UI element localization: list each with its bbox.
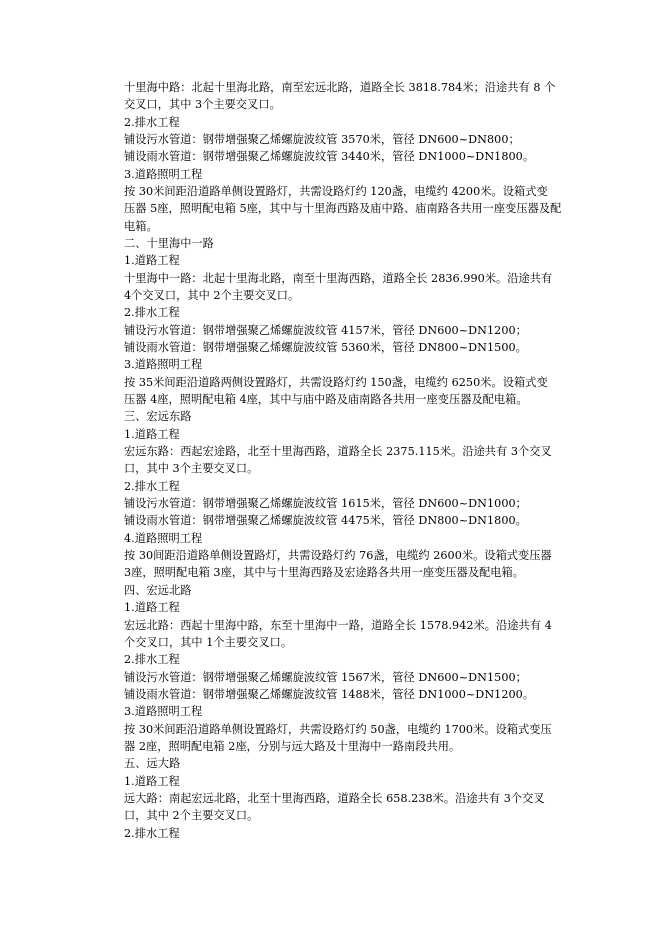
text-line: 口，其中 2个主要交叉口。 <box>124 809 259 822</box>
text-line: 按 35米间距沿道路两侧设置路灯，共需设路灯约 150盏，电缆约 6250米。设箱式变 <box>124 376 548 389</box>
text-line: 个交叉口，其中 1个主要交叉口。 <box>124 636 293 649</box>
text-line: 1.道路工程 <box>124 601 180 614</box>
text-line: 铺设污水管道：钢带增强聚乙烯螺旋波纹管 1615米，管径 DN600~DN1000； <box>124 497 527 510</box>
section-heading: 四、宏远北路 <box>124 584 192 597</box>
text-line: 口，其中 3个主要交叉口。 <box>124 462 259 475</box>
text-line: 4.道路照明工程 <box>124 532 203 545</box>
text-line: 2.排水工程 <box>124 480 180 493</box>
text-line: 电箱。 <box>124 220 158 233</box>
text-line: 器 2座，照明配电箱 2座，分别与远大路及十里海中一路南段共用。 <box>124 740 461 753</box>
section-heading: 二、十里海中一路 <box>124 237 214 250</box>
text-line: 1.道路工程 <box>124 428 180 441</box>
text-line: 铺设污水管道：钢带增强聚乙烯螺旋波纹管 1567米，管径 DN600~DN1500； <box>124 671 527 684</box>
text-line: 铺设雨水管道：钢带增强聚乙烯螺旋波纹管 1488米，管径 DN1000~DN1200。 <box>124 688 535 701</box>
text-line: 铺设雨水管道：钢带增强聚乙烯螺旋波纹管 5360米，管径 DN800~DN1500。 <box>124 341 527 354</box>
text-line: 铺设雨水管道：钢带增强聚乙烯螺旋波纹管 4475米，管径 DN800~DN1800。 <box>124 514 527 527</box>
section-heading: 三、宏远东路 <box>124 410 192 423</box>
text-line: 压器 5座，照明配电箱 5座，其中与十里海西路及庙中路、庙南路各共用一座变压器及配 <box>124 202 562 215</box>
text-line: 2.排水工程 <box>124 116 180 129</box>
text-line: 1.道路工程 <box>124 775 180 788</box>
text-line: 按 30米间距沿道路单侧设置路灯，共需设路灯约 120盏，电缆约 4200米。设箱式变 <box>124 185 548 198</box>
text-line: 3.道路照明工程 <box>124 168 203 181</box>
text-line: 宏远东路：西起宏途路，北至十里海西路，道路全长 2375.115米。沿途共有 3个交叉 <box>124 445 552 458</box>
text-line: 4个交叉口，其中 2个主要交叉口。 <box>124 289 300 302</box>
text-line: 3.道路照明工程 <box>124 705 203 718</box>
text-line: 铺设雨水管道：钢带增强聚乙烯螺旋波纹管 3440米，管径 DN1000~DN1800。 <box>124 150 535 163</box>
text-line: 远大路：南起宏远北路，北至十里海西路，道路全长 658.238米。沿途共有 3个交叉 <box>124 792 545 805</box>
text-line: 3座，照明配电箱 3座，其中与十里海西路及宏途路各共用一座变压器及配电箱。 <box>124 566 525 579</box>
text-line: 2.排水工程 <box>124 653 180 666</box>
text-line: 宏远北路：西起十里海中路，东至十里海中一路，道路全长 1578.942米。沿途共有 4 <box>124 619 552 632</box>
text-line: 交叉口，其中 3个主要交叉口。 <box>124 98 281 111</box>
section-heading: 五、远大路 <box>124 757 181 770</box>
text-line: 2.排水工程 <box>124 827 180 840</box>
text-line: 十里海中一路：北起十里海北路，南至十里海西路，道路全长 2836.990米。沿途共有 <box>124 272 553 285</box>
text-line: 铺设污水管道：钢带增强聚乙烯螺旋波纹管 3570米，管径 DN600~DN800； <box>124 133 520 146</box>
text-line: 按 30米间距沿道路单侧设置路灯，共需设路灯约 50盏，电缆约 1700米。设箱式变压 <box>124 723 552 736</box>
text-line: 2.排水工程 <box>124 306 180 319</box>
text-line: 十里海中路：北起十里海北路，南至宏远北路，道路全长 3818.784米；沿途共有 8 个 <box>124 81 556 94</box>
text-line: 压器 4座，照明配电箱 4座，其中与庙中路及庙南路各共用一座变压器及配电箱。 <box>124 393 528 406</box>
text-line: 按 30间距沿道路单侧设置路灯，共需设路灯约 76盏，电缆约 2600米。设箱式变压器 <box>124 549 552 562</box>
text-line: 1.道路工程 <box>124 254 180 267</box>
text-line: 铺设污水管道：钢带增强聚乙烯螺旋波纹管 4157米，管径 DN600~DN1200； <box>124 324 527 337</box>
text-line: 3.道路照明工程 <box>124 358 203 371</box>
